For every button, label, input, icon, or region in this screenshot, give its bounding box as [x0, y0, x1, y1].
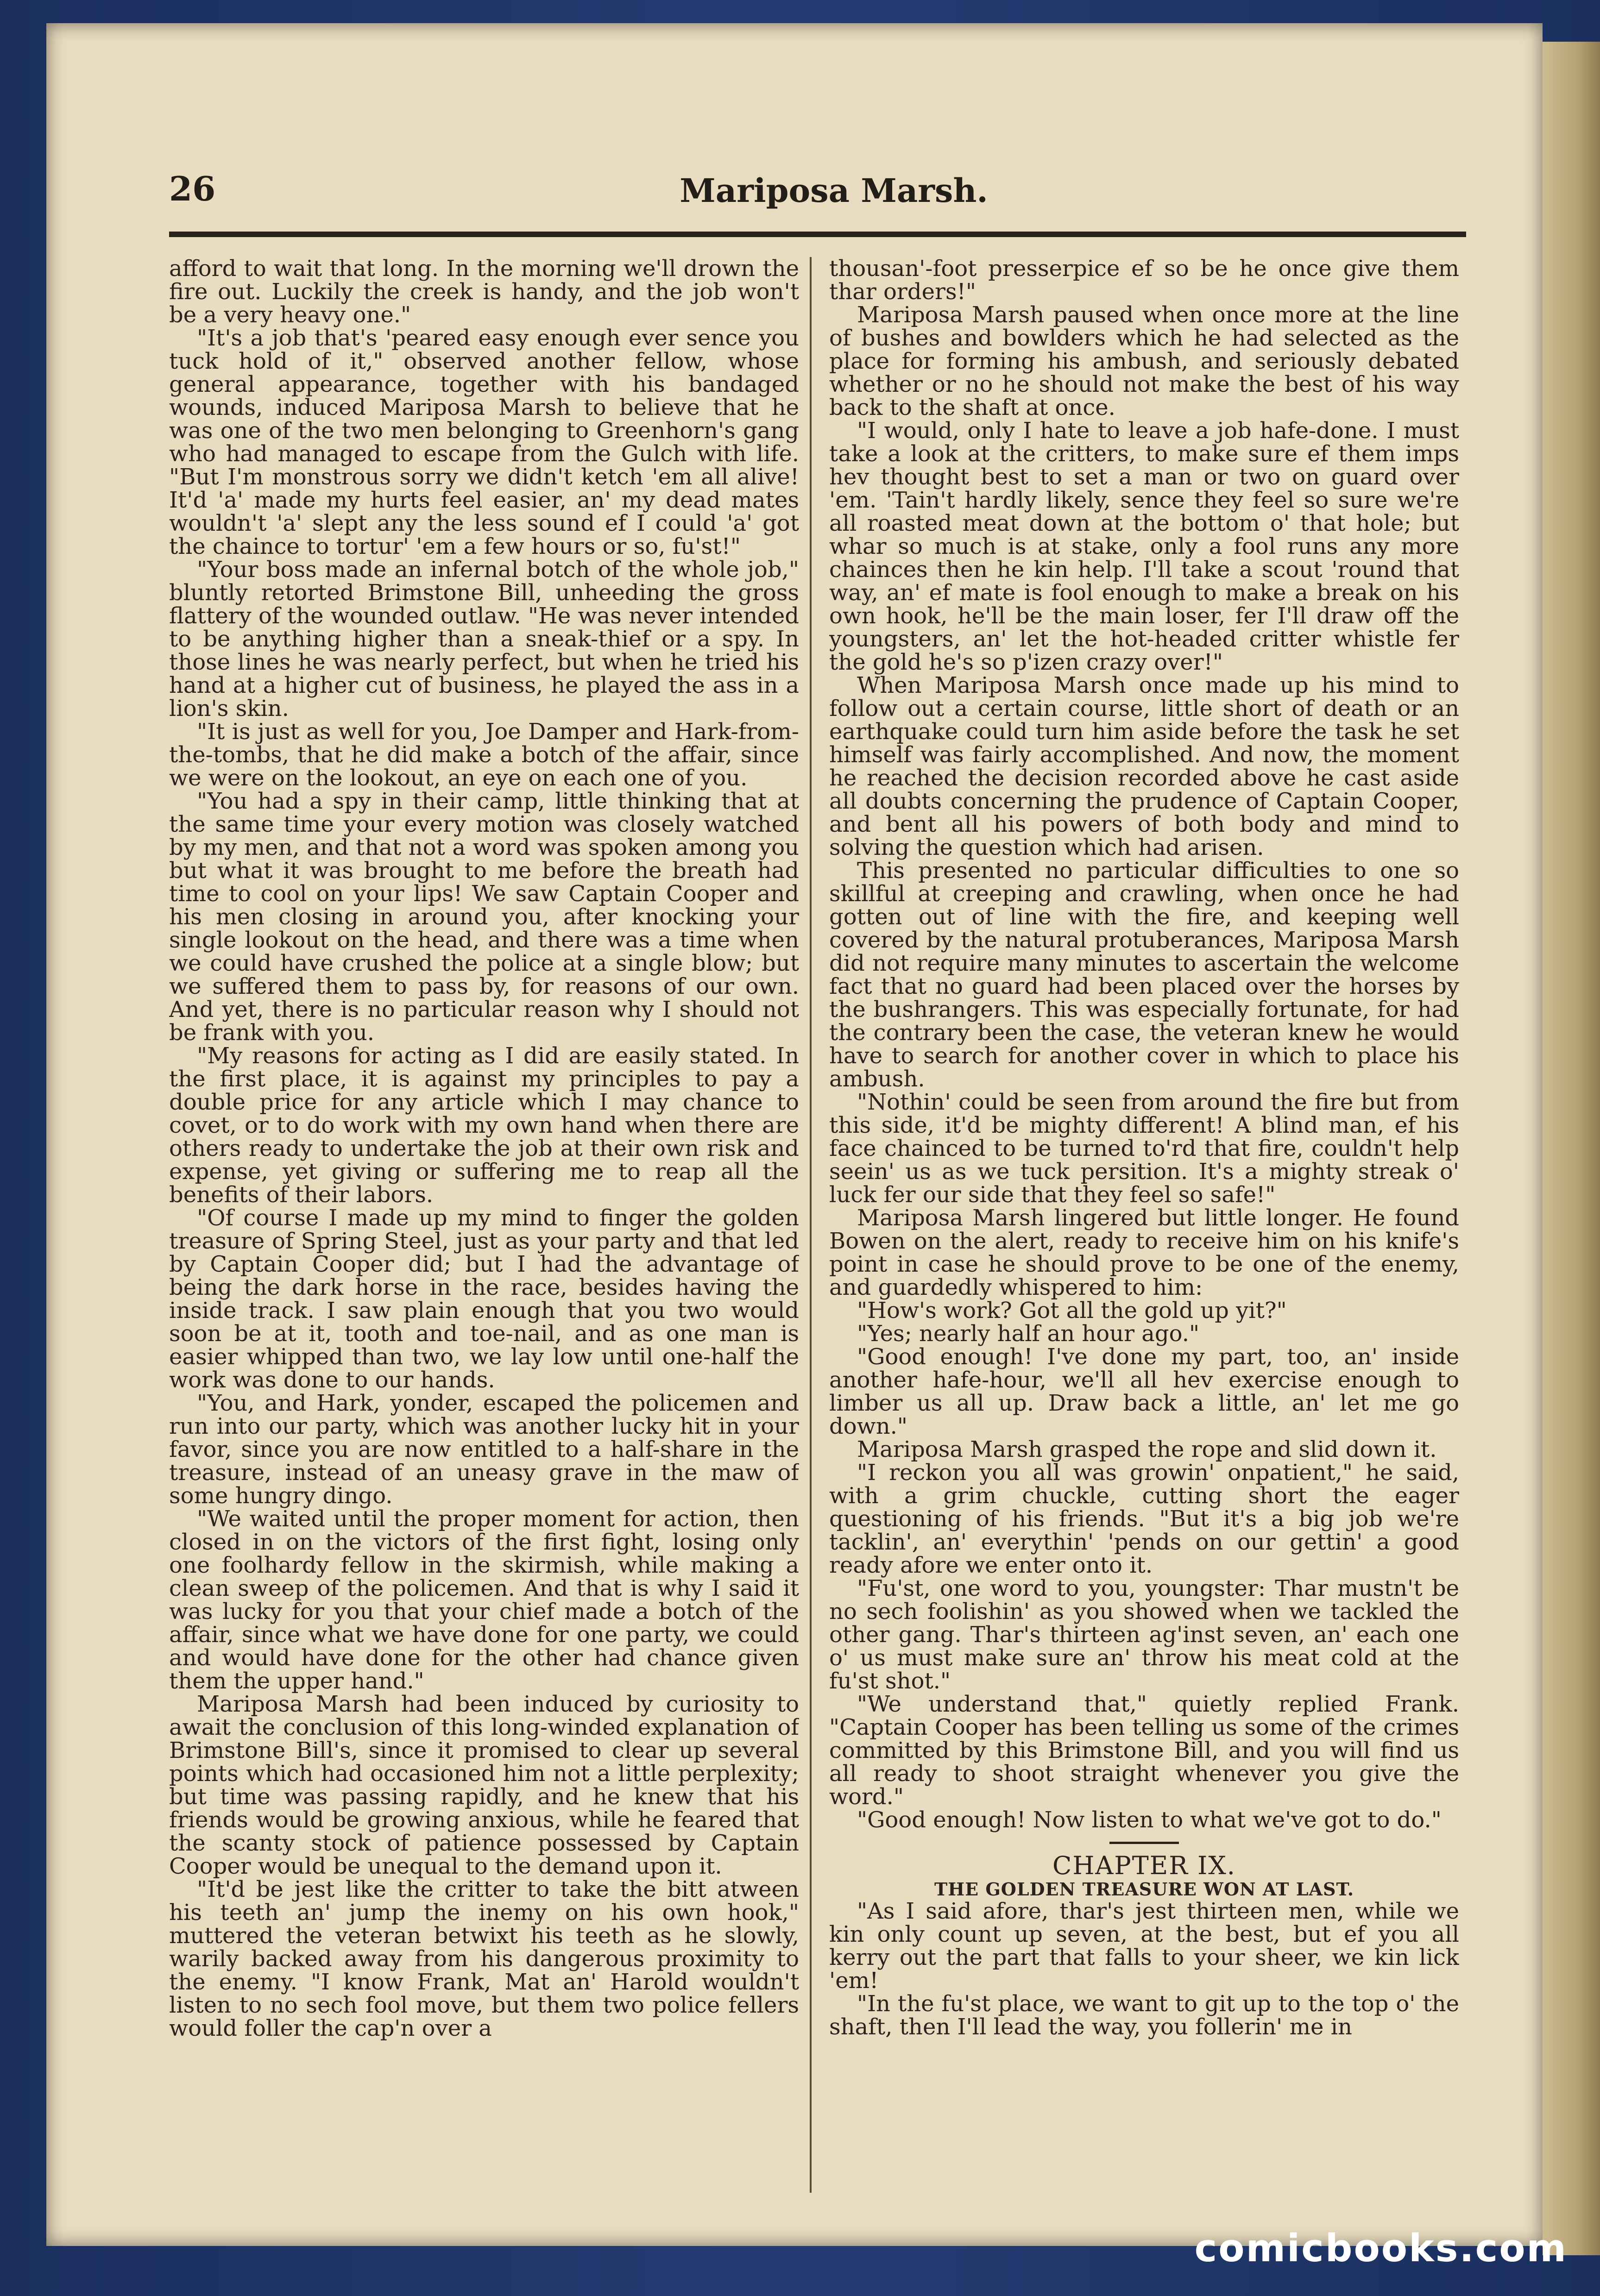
paragraph: This presented no particular difficulties to one so skillful at creeping and crawling, when once he had gotten out of line with the fire, and keeping well covered by the natural protuberances, Mariposa Marsh did not require many minutes to ascertain the welcome fact that no guard had been placed over the horses by the bushrangers. This was especially fortunate, for had the contrary been the case, the veteran knew he would have to search for another cover in which to place his ambush. — [829, 858, 1459, 1092]
page-number: 26 — [169, 169, 216, 208]
chapter-rule — [1109, 1842, 1179, 1844]
paragraph: "Of course I made up my mind to finger the golden treasure of Spring Steel, just as your party and that led by Captain Cooper did; but I had the advantage of being the dark horse in the race, besides having the inside track. I saw plain enough that you two would soon be at it, tooth and toe-nail, and as one man is easier whipped than two, we lay low until one-half the work was done to our hands. — [169, 1205, 799, 1393]
chapter-title: CHAPTER IX. — [1052, 1851, 1236, 1880]
paragraph: Mariposa Marsh had been induced by curiosity to await the conclusion of this long-winded explanation of Brimstone Bill's, since it promised to clear up several points which had occasioned him not a little perplexity; but time was passing rapidly, and he knew that his friends would be growing anxious, while he feared that the scanty stock of patience possessed by Captain Cooper would be unequal to the demand upon it. — [169, 1691, 799, 1879]
paragraph: "We waited until the proper moment for action, then closed in on the victors of the first fight, losing only one foolhardy fellow in the skirmish, while making a clean sweep of the policemen. And that is why I said it was lucky for you that your chief made a botch of the affair, since what we have done for one party, we could and would have done for the other had chance given them the upper hand." — [169, 1506, 799, 1694]
chapter-subtitle: THE GOLDEN TREASURE WON AT LAST. — [934, 1879, 1354, 1900]
paragraph: "You, and Hark, yonder, escaped the policemen and run into our party, which was another lucky hit in your favor, since you are now entitled to a half-share in the treasure, instead of an uneasy grave in the maw of some hungry dingo. — [169, 1390, 799, 1509]
paragraph: Mariposa Marsh grasped the rope and slid down it. — [857, 1437, 1437, 1462]
paragraph: "Yes; nearly half an hour ago." — [857, 1321, 1200, 1347]
paragraph: "I reckon you all was growin' onpatient," he said, with a grim chuckle, cutting short the eager questioning of his friends. "But it's a big job we're tacklin', an' everythin' 'pends on our gettin' a good ready afore we enter onto it. — [829, 1460, 1459, 1578]
book-spine-edge — [1543, 42, 1600, 2255]
paragraph: "You had a spy in their camp, little thinking that at the same time your every motion was closely watched by my men, and that not a word was spoken among you but what it was brought to me before the breath had time to cool on your lips! We saw Captain Cooper and his men closing in around you, after knocking your single lookout on the head, and there was a time when we could have crushed the police at a single blow; but we suffered them to pass by, for reasons of our own. And yet, there is no particular reason why I should not be frank with you. — [169, 788, 799, 1046]
paragraph: "It's a job that's 'peared easy enough ever sence you tuck hold of it," observed another fellow, whose general appearance, together with his bandaged wounds, induced Mariposa Marsh to believe that he was one of the two men belonging to Greenhorn's gang who had managed to escape from the Gulch with life. "But I'm monstrous sorry we didn't ketch 'em all alive! It'd 'a' made my hurts feel easier, an' my dead mates wouldn't 'a' slept any the less sound ef I could 'a' got the chaince to tortur' 'em a few hours or so, fu'st!" — [169, 325, 799, 559]
paragraph: When Mariposa Marsh once made up his mind to follow out a certain course, little short of death or an earthquake could turn him aside before the task he set himself was fairly accomplished. And now, the moment he reached the decision recorded above he cast aside all doubts concerning the prudence of Captain Cooper, and bent all his powers of both body and mind to solving the question which had arisen. — [829, 672, 1459, 860]
column-divider — [810, 257, 812, 2193]
paragraph: "How's work? Got all the gold up yit?" — [857, 1298, 1287, 1324]
paragraph: "Good enough! I've done my part, too, an' inside another hafe-hour, we'll all hev exercise enough to limber us all up. Draw back a little, an' let me go down." — [829, 1344, 1459, 1439]
running-head: Mariposa Marsh. — [680, 171, 988, 210]
left-column — [169, 257, 799, 2193]
paragraph: "We understand that," quietly replied Frank. "Captain Cooper has been telling us some of the crimes committed by this Brimstone Bill, and you will find us all ready to shoot straight whenever you give the word." — [829, 1691, 1459, 1810]
paragraph: thousan'-foot presserpice ef so be he once give them thar orders!" — [829, 257, 1459, 305]
site-watermark: comicbooks.com — [1194, 2227, 1568, 2271]
paragraph: afford to wait that long. In the morning we'll drown the fire out. Luckily the creek is handy, and the job won't be a very heavy one." — [169, 257, 799, 328]
paragraph: Mariposa Marsh paused when once more at the line of bushes and bowlders which he had selected as the place for forming his ambush, and seriously debated whether or no he should not make the best of his way back to the shaft at once. — [829, 302, 1459, 420]
paragraph: "Your boss made an infernal botch of the whole job," bluntly retorted Brimstone Bill, unheeding the gross flattery of the wounded outlaw. "He was never intended to be anything higher than a sneak-thief or a spy. In those lines he was nearly perfect, but when he tried his hand at a higher cut of business, he played the ass in a lion's skin. — [169, 557, 799, 721]
paragraph: "It is just as well for you, Joe Damper and Hark-from-the-tombs, that he did make a botch of the affair, since we were on the lookout, an eye on each one of you. — [169, 719, 799, 791]
paragraph: "In the fu'st place, we want to git up to the top o' the shaft, then I'll lead the way, you follerin' me in — [829, 1991, 1459, 2040]
paragraph: "As I said afore, thar's jest thirteen men, while we kin only count up seven, at the best, but ef you all kerry out the part that falls to your sheer, we kin lick 'em! — [829, 1898, 1459, 1994]
paragraph: "Nothin' could be seen from around the fire but from this side, it'd be mighty different! A blind man, ef his face chainced to be turned to'rd that fire, couldn't help seein' us as we tuck persition. It's a mighty streak o' luck fer our side that they feel so safe!" — [829, 1089, 1459, 1208]
right-column — [829, 257, 1459, 2193]
paragraph: "My reasons for acting as I did are easily stated. In the first place, it is against my principles to pay a double price for any article which I may chance to covet, or to do work with my own hand when there are others ready to undertake the job at their own risk and expense, yet giving or suffering me to reap all the benefits of their labors. — [169, 1043, 799, 1208]
paragraph: "Fu'st, one word to you, youngster: Thar mustn't be no sech foolishin' as you showed when we tackled the other gang. Thar's thirteen ag'inst seven, an' each one o' us must make sure an' throw his meat cold at the fu'st shot." — [829, 1575, 1459, 1694]
paragraph: "Good enough! Now listen to what we've got to do." — [857, 1807, 1442, 1833]
paragraph: "I would, only I hate to leave a job hafe-done. I must take a look at the critters, to make sure ef them imps hev thought best to set a man or two on guard over 'em. 'Tain't hardly likely, sence they feel so sure we're all roasted meat down at the bottom o' that hole; but whar so much is at stake, only a fool runs any more chainces then he kin help. I'll take a scout 'round that way, an' ef mate is fool enough to make a break on his own hook, he'll be the main loser, fer I'll draw off the youngsters, an' let the hot-headed critter whistle fer the gold he's so p'izen crazy over!" — [829, 418, 1459, 675]
header-rule — [169, 232, 1466, 237]
paragraph: "It'd be jest like the critter to take the bitt atween his teeth an' jump the inemy on his own hook," muttered the veteran betwixt his teeth as he slowly, warily backed away from his dangerous proximity to the enemy. "I know Frank, Mat an' Harold wouldn't listen to no sech fool move, but them two police fellers would foller the cap'n over a — [169, 1876, 799, 2041]
paragraph: Mariposa Marsh lingered but little longer. He found Bowen on the alert, ready to receive him on his knife's point in case he should prove to be one of the enemy, and guardedly whispered to him: — [829, 1205, 1459, 1300]
